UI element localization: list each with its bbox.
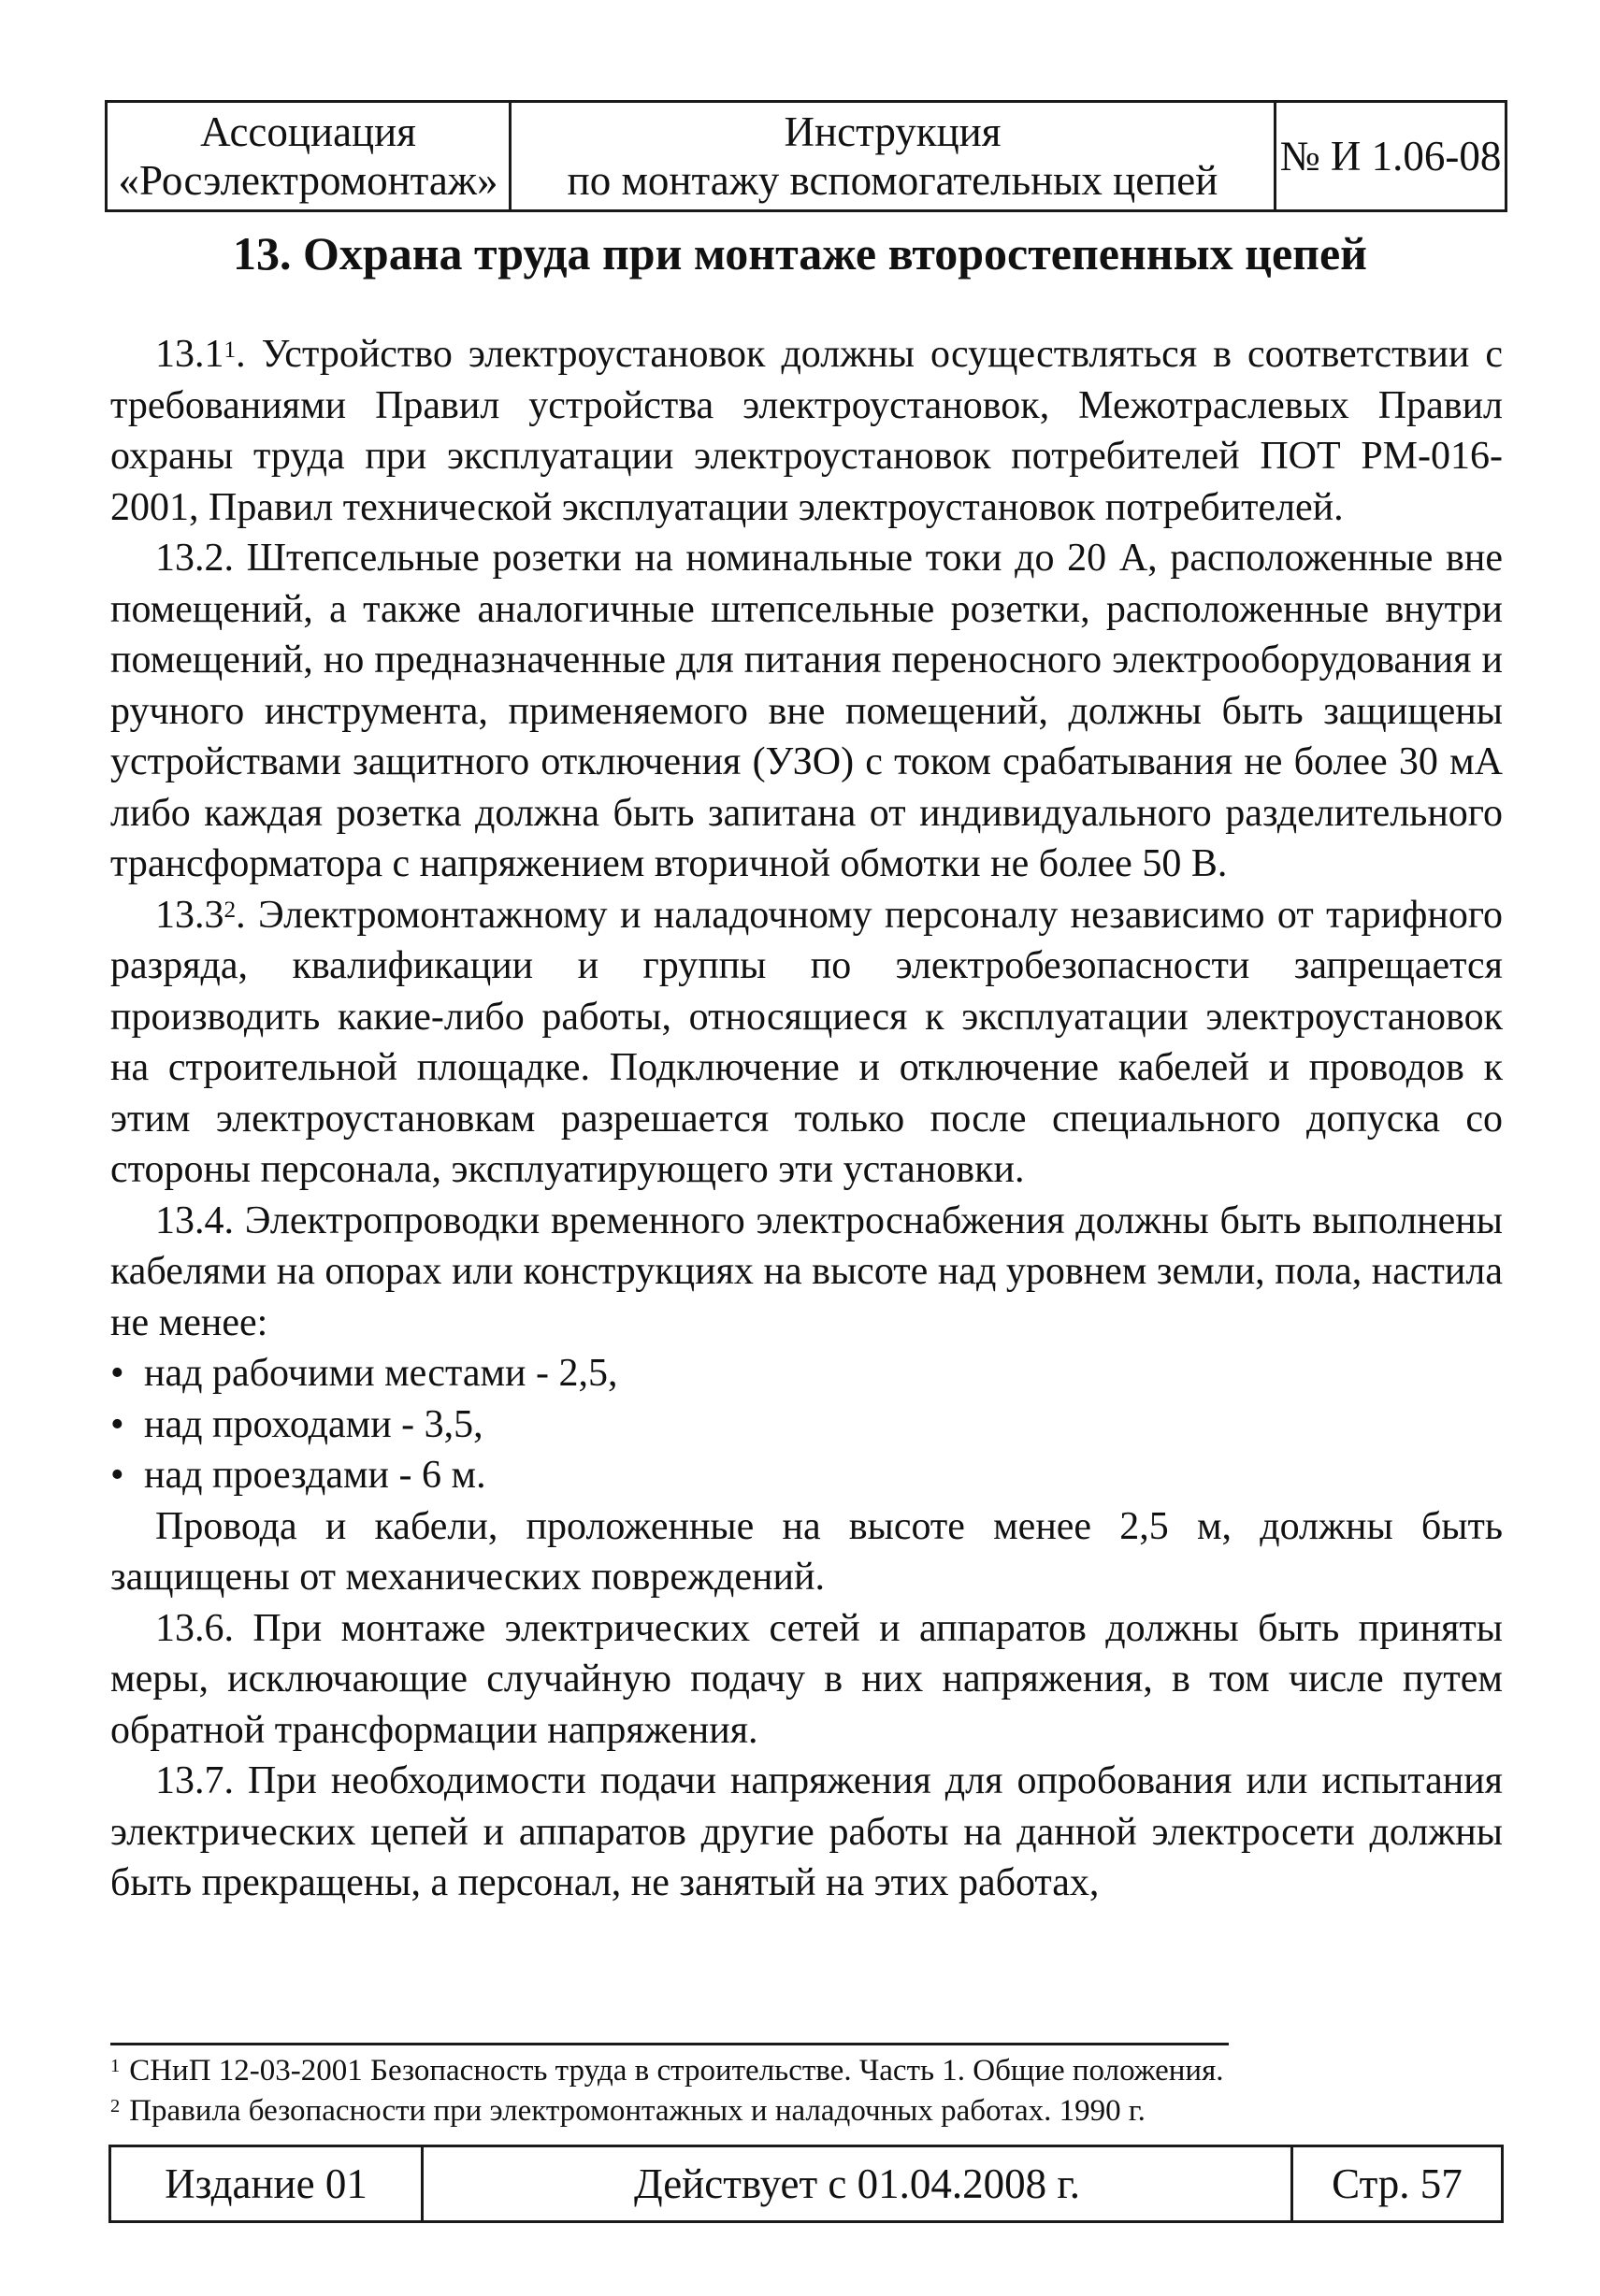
footnote-1: $^1$ СНиП 12-03-2001 Безопасность труда в строительстве. Часть 1. Общие положения.	[110, 2054, 1224, 2088]
paragraph-13-7: 13.7. При необходимости подачи напряжения для опробования или испытания электрических цепей и аппаратов другие работы на данной электросети должны быть прекращены, а персонал, не занятый на этих работах,	[110, 1759, 1503, 1904]
bullet-icon: •	[110, 1454, 124, 1497]
document-footer	[108, 2145, 1504, 2223]
list-item: • над рабочими местами - 2,5,	[110, 1348, 1503, 1399]
footnote-ref: 1	[223, 337, 237, 363]
height-list	[110, 1348, 1503, 1501]
title-line-2: по монтажу вспомогательных цепей	[567, 157, 1218, 204]
paragraph-13-4-continued: Провода и кабели, проложенные на высоте менее 2,5 м, должны быть защищены от механических повреждений.	[110, 1504, 1503, 1599]
footer-page-number: Стр. 57	[1332, 2160, 1463, 2207]
paragraph-13-4: 13.4. Электропроводки временного электроснабжения должны быть выполнены кабелями на опорах или конструкциях на высоте над уровнем земли, пола, настила не менее:	[110, 1198, 1503, 1344]
paragraph-13-6: 13.6. При монтаже электрических сетей и аппаратов должны быть приняты меры, исключающие случайную подачу в них напряжения, в том числе путем обратной трансформации напряжения.	[110, 1606, 1503, 1752]
list-item: • над проходами - 3,5,	[110, 1399, 1503, 1451]
paragraph-13-1	[110, 329, 1503, 533]
paragraph-13-2: 13.2. Штепсельные розетки на номинальные токи до 20 А, расположенные вне помещений, а также аналогичные штепсельные розетки, расположенные внутри помещений, но предназначенные для питания переносного электрооборудования и ручного инструмента, применяемого вне помещений, должны быть защищены устройствами защитного отключения (УЗО) с током срабатывания не более 30 мА либо каждая розетка должна быть запитана от индивидуального разделительного трансформатора с напряжением вторичной обмотки не более 50 В.	[110, 537, 1503, 885]
doc-number: № И 1.06-08	[1279, 133, 1502, 179]
footer-valid-from: Действует с 01.04.2008 г.	[424, 2147, 1293, 2220]
paragraph-text: . Электромонтажному и наладочному персоналу независимо от тарифного разряда, квалификации и группы по электробезопасности запрещается производить какие-либо работы, относящиеся к эксплуатации электроустановок на строительной площадке. Подключение и отключение кабелей и проводов к этим электроустановкам разрешается только после специального допуска со стороны персонала, эксплуатирующего эти установки.	[110, 893, 1503, 1191]
footer-edition: Издание 01	[111, 2147, 424, 2220]
org-line-1: Ассоциация	[200, 108, 416, 155]
footnote-mark: 2	[110, 2095, 121, 2117]
title-line-1: Инструкция	[784, 108, 1002, 155]
section-title: 13. Охрана труда при монтаже второстепенных цепей	[233, 227, 1367, 280]
document-header	[105, 100, 1507, 212]
footnotes	[110, 2051, 1503, 2131]
header-document-title	[512, 103, 1276, 209]
footnote-divider	[110, 2043, 1229, 2045]
bullet-icon: •	[110, 1402, 124, 1446]
paragraph-13-3	[110, 890, 1503, 1196]
paragraph-text: . Устройство электроустановок должны осуществляться в соответствии с требованиями Правил устройства электроустановок, Межотраслевых Правил охраны труда при эксплуатации электроустановок потребителей ПОТ РМ-016-2001, Правил технической эксплуатации электроустановок потребителей.	[110, 333, 1503, 529]
bullet-icon: •	[110, 1352, 124, 1395]
org-line-2: «Росэлектромонтаж»	[118, 157, 498, 204]
document-body	[110, 329, 1503, 1909]
footnote-2: $^2$ Правила безопасности при электромонтажных и наладочных работах. 1990 г.	[110, 2094, 1146, 2128]
header-document-number	[1276, 103, 1505, 209]
header-organization	[108, 103, 512, 209]
paragraph-number: 13.3	[155, 893, 224, 937]
paragraph-number: 13.1	[155, 333, 224, 376]
footnote-mark: 1	[110, 2055, 121, 2076]
list-item: • над проездами - 6 м.	[110, 1450, 1503, 1501]
footnote-ref: 2	[223, 897, 237, 924]
